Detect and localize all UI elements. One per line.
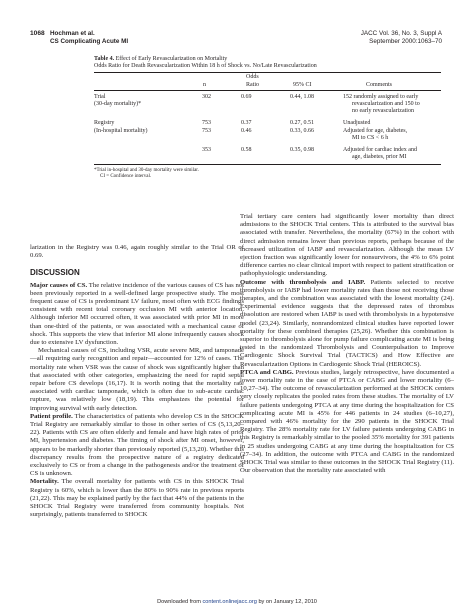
cell-comment: Adjusted for cardiac index and xyxy=(343,146,417,153)
paragraph xyxy=(30,282,244,348)
paragraph-heading: Patient profile. xyxy=(30,412,73,420)
cell-comment: 152 randomly assigned to early xyxy=(343,93,419,100)
paragraph-heading: Outcome with thrombolysis and IABP. xyxy=(240,278,366,286)
table-header-rule xyxy=(94,90,441,91)
left-column xyxy=(30,244,244,520)
table-header-row-2 xyxy=(94,82,441,89)
table-caption-title: Effect of Early Revascularization on Mortality xyxy=(115,56,228,62)
table-row xyxy=(94,147,441,154)
paragraph: Trial tertiary care centers had significantly lower mortality than direct admissions to the SHOCK Trial centers. This is attributed to the survival bias associated with transfer. Nevertheless, the mortality (67%) in the cohort with direct admission remains lower than previous reports, perhaps because of the increased utilization of IABP and revascularization. Although the mean LV ejection fraction was significantly lower for nonsurvivors, the 4% to 6% point difference carries no clear clinical import with respect to patient stratification or pathophysiologic understanding. xyxy=(240,213,454,278)
download-link[interactable]: content.onlinejacc.org xyxy=(202,599,257,605)
table-4 xyxy=(94,56,441,180)
paragraph xyxy=(240,279,454,369)
cell-study-sub: (In-hospital mortality) xyxy=(94,127,148,134)
table-caption-label: Table 4. xyxy=(94,56,115,62)
paragraph xyxy=(30,413,244,479)
paragraph-text: Patients selected to receive thrombolysis or IABP had lower mortality rates than those not receiving those therapies, and the combination was associated with the lowest mortality (24). Experimental evidence suggests that the depressed rates of thrombus dissolution are restored when IABP is used with thrombolysis in a hypotensive model (23,24). Similarly, nonrandomized clinical studies have reported lower mortality for these combined therapies (25,26). Whether this combination is superior to thrombolysis alone for pump failure complicating acute MI is being tested in the randomized Thrombolysis and Counterpulsation to Improve Cardiogenic Shock Survival Trial (TACTICS) and How Effective are Revascularization Options in Cardiogenic Shock Trial (HEROICS). xyxy=(240,278,454,368)
running-authors: Hochman et al. xyxy=(50,30,95,37)
download-footer xyxy=(0,599,474,605)
cell-comment: age, diabetes, prior MI xyxy=(352,154,407,161)
table-footnote: *Trial in-hospital and 30-day mortality were similar. xyxy=(94,168,199,174)
paragraph-text: The relative incidence of the various causes of CS has not been previously reported in a well-defined large prospective study. The most frequent cause of CS is predominant LV failure, most often with ECG findings consistent with recent total coronary occlusion MI with anterior location. Although inferior MI occurred often, it was associated with prior MI in more than one-third of the patients, or was associated with a mechanical cause of shock. This supports the view that inferior MI alone infrequently causes shock due to extensive LV dysfunction. xyxy=(30,281,244,347)
header-ratio: Ratio xyxy=(246,81,259,88)
table-header-row-1 xyxy=(94,74,441,81)
header-ci: 95% CI xyxy=(293,81,312,88)
cell-n: 353 xyxy=(202,146,211,153)
header-n: n xyxy=(203,81,206,88)
cell-or: 0.37 xyxy=(241,120,252,127)
section-heading: DISCUSSION xyxy=(30,268,80,278)
cell-ci: 0.33, 0.66 xyxy=(290,127,314,134)
download-suffix: by on January 12, 2010 xyxy=(256,599,317,605)
cell-n: 753 xyxy=(202,120,211,127)
header-comments: Comments xyxy=(366,81,393,88)
cell-n: 302 xyxy=(202,93,211,100)
table-row xyxy=(94,94,441,101)
cell-study: Trial xyxy=(94,93,106,100)
paragraph-text: The characteristics of patients who develop CS in the SHOCK Trial Registry are remarkably similar to those in other series of CS (5,13,20–22). Patients with CS are often elderly and female and have high rates of prior MI, hypertension and diabetes. The timing of shock after MI onset, however, appears to be markedly shorter than previously reported (5,13,20). Whether this discrepancy results from the prospective nature of a registry dedicated exclusively to CS or from a change in the pathogenesis and/or the treatment of CS is unknown. xyxy=(30,412,244,478)
cell-comment: no early revascularization xyxy=(352,108,414,115)
cell-comment: Adjusted for age, diabetes, xyxy=(343,127,408,134)
paragraph-text: The overall mortality for patients with CS in this SHOCK Trial Registry is 60%, which is lower than the 80% to 90% rate in previous reports (21,22). This may be explained partly by the fact that 44% of the patients in the SHOCK Trial Registry were transferred from community hospitals. Not surprisingly, patients transferred to SHOCK xyxy=(30,478,244,519)
download-prefix: Downloaded from xyxy=(157,599,203,605)
table-row-cont xyxy=(94,154,441,161)
paragraph: Mechanical causes of CS, including VSR, acute severe MR, and tamponade—all requiring early recognition and repair—accounted for 12% of cases. The mortality rate when VSR was the cause of shock was significantly higher than that associated with other categories, emphasizing the need for rapid septal repair before CS develops (16,17). It is worth noting that the mortality rate associated with cardiac tamponade, which is often due to sub-acute cardiac rupture, was relatively low (18,19). This emphasizes the potential for improving survival with early detection. xyxy=(30,347,244,412)
table-row xyxy=(94,120,441,127)
paragraph-heading: Major causes of CS. xyxy=(30,281,88,289)
table-bottom-rule xyxy=(94,164,441,165)
cell-comment: revascularization and 150 to xyxy=(352,100,420,107)
paragraph-text: Previous studies, largely retrospective, have documented a lower mortality rate in the case of PTCA or CABG and lower mortality (6–10,27–34). The outcome of revascularization performed at the SHOCK centers very closely replicates the pooled rates from these studies. The mortality of LV failure patients undergoing PTCA at any time during the hospitalization for CS complicating acute MI is 45% for 446 patients in 24 studies (6–10,27), compared with 46% mortality for the 290 patients in the SHOCK Trial Registry. The 28% mortality rate for LV failure patients undergoing CABG in this Registry is remarkably similar to the pooled 35% mortality for 391 patients in 25 studies undergoing CABG at any time during the hospitalization for CS (27–34). In addition, the outcome with PTCA and CABG in the randomized SHOCK Trial was similar to these outcomes in the SHOCK Trial Registry (11). Our observation that the mortality rate associated with xyxy=(240,368,454,475)
cell-or: 0.58 xyxy=(241,146,252,153)
table-row-cont xyxy=(94,101,441,108)
cell-study-sub: (30-day mortality)* xyxy=(94,100,142,107)
table-row-cont xyxy=(94,135,441,142)
paragraph xyxy=(240,369,454,476)
cell-or: 0.69 xyxy=(241,93,252,100)
paragraph-heading: PTCA and CABG. xyxy=(240,368,294,376)
journal-date: September 2000:1063–70 xyxy=(369,38,442,45)
paragraph-heading: Mortality. xyxy=(30,478,59,486)
right-column xyxy=(240,213,454,476)
cell-study: Registry xyxy=(94,120,115,127)
table-caption-subtitle: Odds Ratio for Death Revascularization Within 18 h of Shock vs. No/Late Revascularization xyxy=(94,63,317,70)
cell-ci: 0.44, 1.08 xyxy=(290,93,314,100)
page-number: 1068 xyxy=(30,30,45,37)
cell-comment: MI to CS < 6 h xyxy=(352,134,389,141)
table-row xyxy=(94,128,441,135)
cell-or: 0.46 xyxy=(241,127,252,134)
journal-citation: JACC Vol. 36, No. 3, Suppl A xyxy=(360,30,442,37)
paragraph: larization in the Registry was 0.46, again roughly similar to the Trial OR of 0.69. xyxy=(30,244,244,260)
paragraph xyxy=(30,478,244,519)
running-title: CS Complicating Acute MI xyxy=(50,38,129,45)
table-footnote: CI = Confidence interval. xyxy=(100,174,152,180)
cell-n: 753 xyxy=(202,127,211,134)
header-odds: Odds xyxy=(246,74,259,81)
cell-comment: Unadjusted xyxy=(343,120,371,127)
table-row-cont xyxy=(94,108,441,115)
cell-ci: 0.35, 0.98 xyxy=(290,146,314,153)
cell-ci: 0.27, 0.51 xyxy=(290,120,314,127)
table-top-rule xyxy=(94,72,441,73)
